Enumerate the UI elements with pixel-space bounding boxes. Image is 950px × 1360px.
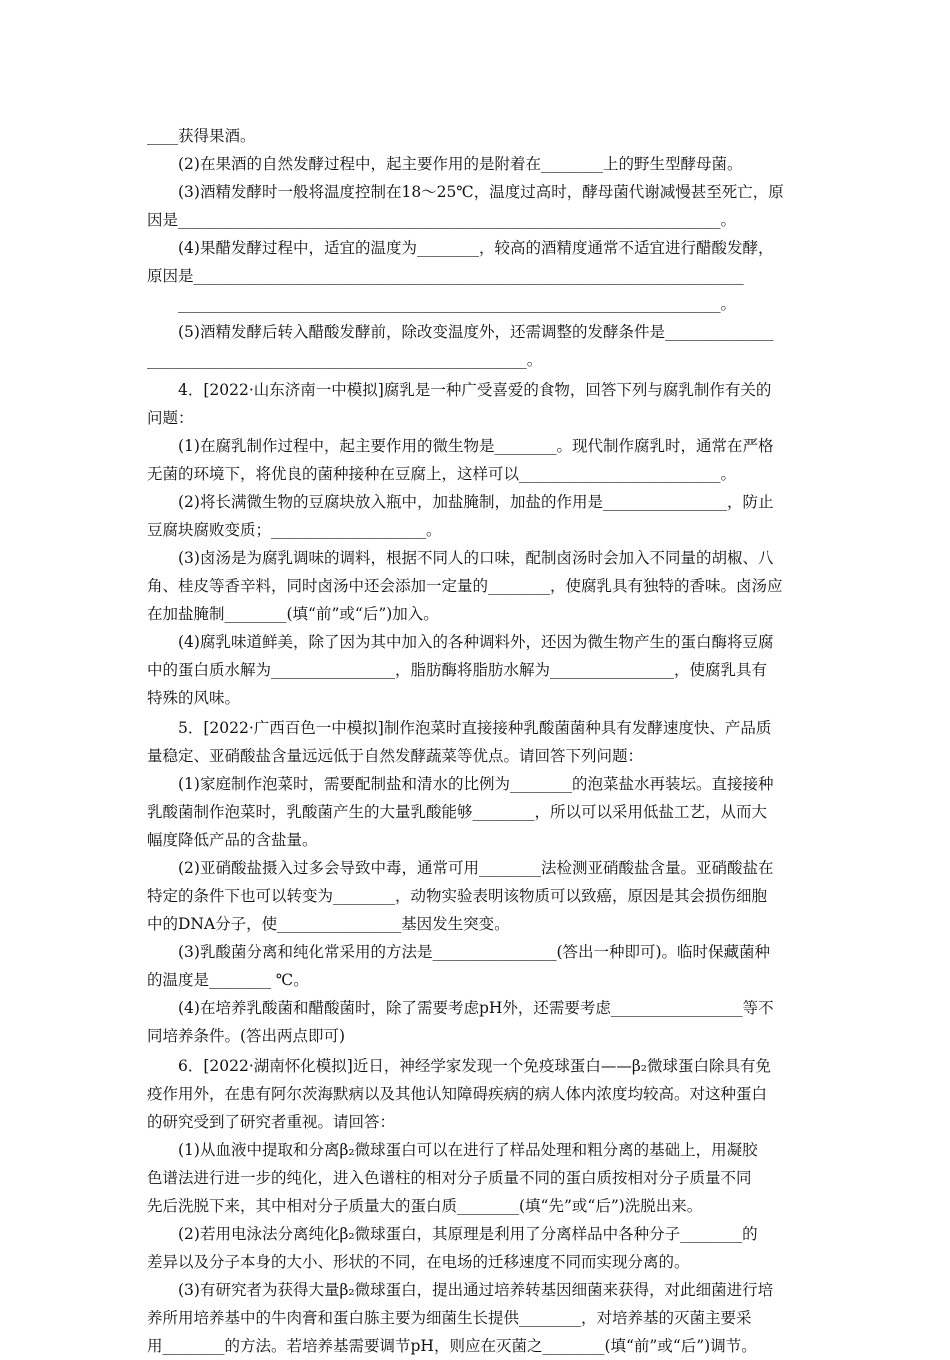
text-line: 问题：: [147, 409, 194, 427]
text-line: (2)在果酒的自然发酵过程中，起主要作用的是附着在________上的野生型酵母菌。: [178, 155, 743, 173]
text-line: 量稳定、亚硝酸盐含量远远低于自然发酵蔬菜等优点。请回答下列问题：: [147, 747, 644, 765]
text-line: (3)有研究者为获得大量β₂微球蛋白，提出通过培养转基因细菌来获得，对此细菌进行培: [178, 1281, 774, 1299]
text-line: (3)酒精发酵时一般将温度控制在18～25℃，温度过高时，酵母菌代谢减慢甚至死亡，原: [178, 183, 784, 201]
text-line: (2)将长满微生物的豆腐块放入瓶中，加盐腌制，加盐的作用是________________，防止: [178, 493, 774, 511]
text-line: (4)果醋发酵过程中，适宜的温度为________，较高的酒精度通常不适宜进行醋酸发酵，: [178, 239, 774, 257]
text-line: 色谱法进行进一步的纯化，进入色谱柱的相对分子质量不同的蛋白质按相对分子质量不同: [147, 1169, 752, 1187]
text-line: 养所用培养基中的牛肉膏和蛋白胨主要为细菌生长提供________，对培养基的灭菌主要采: [147, 1309, 752, 1327]
text-line: ____获得果酒。: [147, 127, 256, 145]
text-line: 特定的条件下也可以转变为________，动物实验表明该物质可以致癌，原因是其会损伤细胞: [147, 887, 768, 905]
text-line: 豆腐块腐败变质；____________________。: [147, 521, 442, 539]
text-line: 中的DNA分子，使________________基因发生突变。: [147, 915, 510, 933]
text-line: _________________________________________________。: [147, 351, 543, 369]
text-line: 无菌的环境下，将优良的菌种接种在豆腐上，这样可以__________________________。: [147, 465, 737, 483]
text-line: (4)腐乳味道鲜美，除了因为其中加入的各种调料外，还因为微生物产生的蛋白酶将豆腐: [178, 633, 774, 651]
text-line: 因是______________________________________________________________________。: [147, 211, 737, 229]
question-4-stem: 4．[2022·山东济南一中模拟]腐乳是一种广受喜爱的食物，回答下列与腐乳制作有关的: [178, 381, 772, 399]
text-line: 差异以及分子本身的大小、形状的不同，在电场的迁移速度不同而实现分离的。: [147, 1253, 690, 1271]
text-line: (4)在培养乳酸菌和醋酸菌时，除了需要考虑pH外，还需要考虑_________________等不: [178, 999, 774, 1017]
text-line: 特殊的风味。: [147, 689, 241, 707]
text-line: ______________________________________________________________________。: [178, 295, 737, 313]
question-5-stem: 5．[2022·广西百色一中模拟]制作泡菜时直接接种乳酸菌菌种具有发酵速度快、产品质: [178, 719, 772, 737]
text-line: 同培养条件。(答出两点即可): [147, 1027, 346, 1045]
text-line: 乳酸菌制作泡菜时，乳酸菌产生的大量乳酸能够________，所以可以采用低盐工艺，从而大: [147, 803, 768, 821]
text-line: (5)酒精发酵后转入醋酸发酵前，除改变温度外，还需调整的发酵条件是______________: [178, 323, 774, 341]
text-line: 的研究受到了研究者重视。请回答：: [147, 1113, 396, 1131]
text-line: 幅度降低产品的含盐量。: [147, 831, 318, 849]
text-line: 用________的方法。若培养基需要调节pH，则应在灭菌之________(填“前”或“后”)调节。: [147, 1337, 757, 1355]
text-line: (3)乳酸菌分离和纯化常采用的方法是________________(答出一种即可)。临时保藏菌种: [178, 943, 771, 961]
text-line: (1)从血液中提取和分离β₂微球蛋白可以在进行了样品处理和粗分离的基础上，用凝胶: [178, 1141, 758, 1159]
text-line: 中的蛋白质水解为________________，脂肪酶将脂肪水解为________________，使腐乳具有: [147, 661, 768, 679]
text-line: (1)家庭制作泡菜时，需要配制盐和清水的比例为________的泡菜盐水再装坛。直接接种: [178, 775, 774, 793]
document-page: [147, 122, 812, 1360]
question-6-stem: 6．[2022·湖南怀化模拟]近日，神经学家发现一个免疫球蛋白——β₂微球蛋白除具有免: [178, 1057, 772, 1075]
text-line: (3)卤汤是为腐乳调味的调料，根据不同人的口味，配制卤汤时会加入不同量的胡椒、八: [178, 549, 774, 567]
text-line: (2)若用电泳法分离纯化β₂微球蛋白，其原理是利用了分离样品中各种分子________的: [178, 1225, 758, 1243]
text-line: 角、桂皮等香辛料，同时卤汤中还会添加一定量的________，使腐乳具有独特的香味。卤汤应: [147, 577, 783, 595]
text-line: 先后洗脱下来，其中相对分子质量大的蛋白质________(填“先”或“后”)洗脱出来。: [147, 1197, 703, 1215]
text-line: 的温度是________ ℃。: [147, 971, 309, 989]
text-line: 疫作用外，在患有阿尔茨海默病以及其他认知障碍疾病的病人体内浓度均较高。对这种蛋白: [147, 1085, 768, 1103]
text-line: 在加盐腌制________(填“前”或“后”)加入。: [147, 605, 439, 623]
text-line: (1)在腐乳制作过程中，起主要作用的微生物是________。现代制作腐乳时，通常在严格: [178, 437, 774, 455]
text-line: (2)亚硝酸盐摄入过多会导致中毒，通常可用________法检测亚硝酸盐含量。亚硝酸盐在: [178, 859, 774, 877]
text-line: 原因是_______________________________________________________________________: [147, 267, 744, 285]
